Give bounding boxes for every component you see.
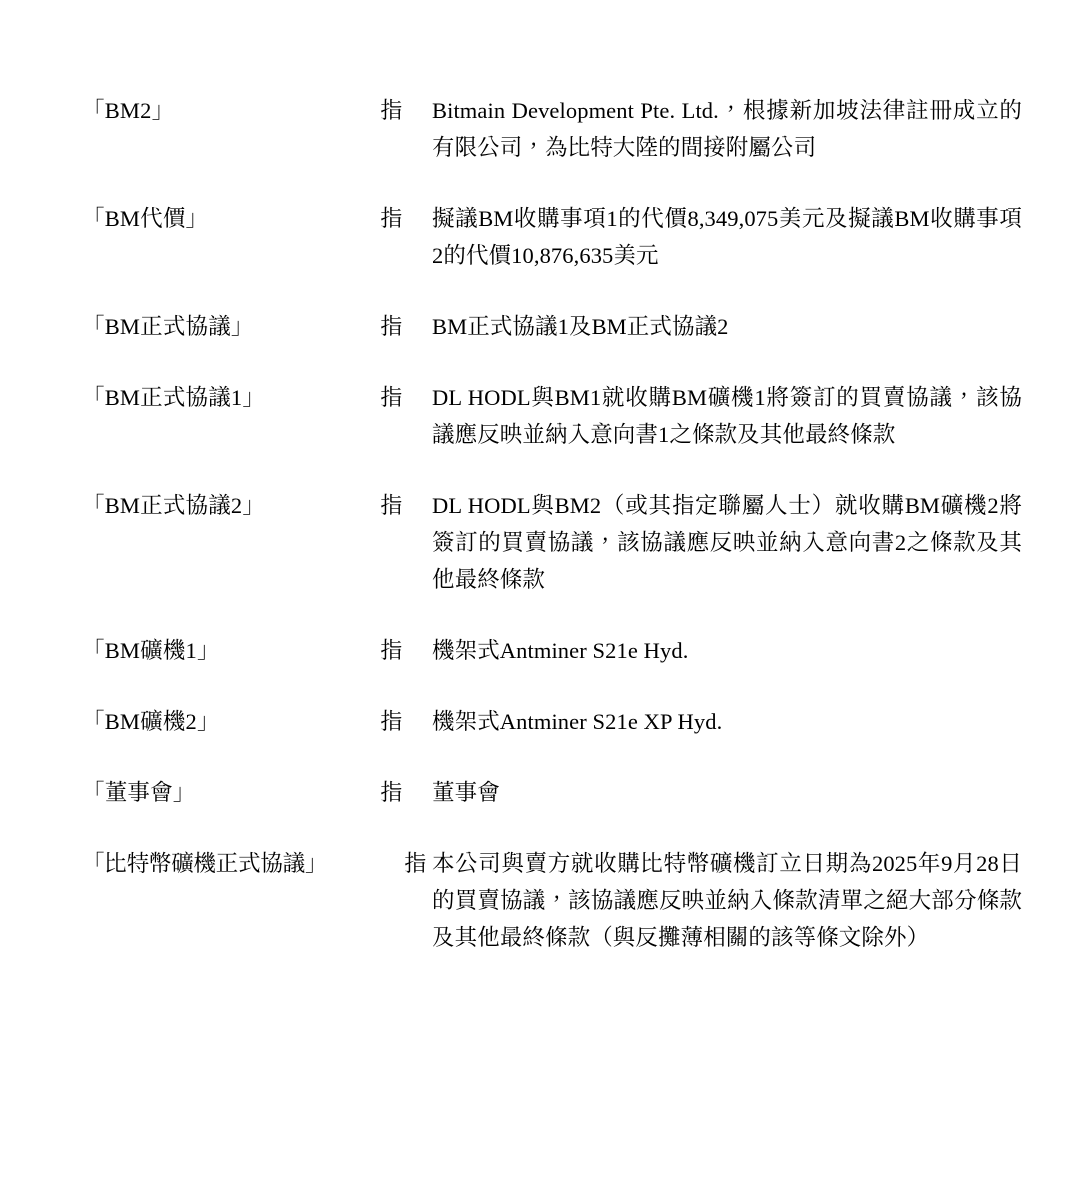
glossary-term: 「BM正式協議」 [82, 314, 254, 339]
glossary-term: 「比特幣礦機正式協議」 [82, 851, 328, 876]
glossary-definition-list [82, 92, 1022, 956]
glossary-definition: BM正式協議1及BM正式協議2 [432, 314, 729, 339]
glossary-definition: 擬議BM收購事項1的代價8,349,075美元及擬議BM收購事項2的代價10,876,635美元 [432, 206, 1022, 268]
glossary-entry [82, 379, 1022, 453]
glossary-term: 「BM礦機2」 [82, 709, 220, 734]
glossary-definition: 機架式Antminer S21e XP Hyd. [432, 709, 723, 734]
glossary-definition: 機架式Antminer S21e Hyd. [432, 638, 689, 663]
glossary-marker: 指 [380, 385, 403, 410]
glossary-term: 「BM2」 [82, 98, 175, 123]
glossary-definition: DL HODL與BM2（或其指定聯屬人士）就收購BM礦機2將簽訂的買賣協議，該協議應反映並納入意向書2之條款及其他最終條款 [432, 493, 1022, 592]
glossary-term: 「BM代價」 [82, 206, 209, 231]
glossary-term: 「BM礦機1」 [82, 638, 220, 663]
glossary-term: 「董事會」 [82, 780, 196, 805]
glossary-definition: Bitmain Development Pte. Ltd.，根據新加坡法律註冊成立的有限公司，為比特大陸的間接附屬公司 [432, 98, 1022, 160]
glossary-marker: 指 [380, 638, 403, 663]
glossary-marker: 指 [380, 493, 403, 518]
glossary-marker: 指 [380, 206, 403, 231]
glossary-marker: 指 [380, 780, 403, 805]
glossary-marker: 指 [380, 98, 403, 123]
glossary-marker: 指 [380, 314, 403, 339]
glossary-entry [82, 308, 1022, 345]
glossary-definition: DL HODL與BM1就收購BM礦機1將簽訂的買賣協議，該協議應反映並納入意向書1之條款及其他最終條款 [432, 385, 1022, 447]
glossary-marker: 指 [404, 851, 427, 876]
glossary-entry [82, 487, 1022, 598]
glossary-entry [82, 774, 1022, 811]
glossary-entry [82, 92, 1022, 166]
glossary-definition: 董事會 [432, 780, 500, 805]
glossary-marker: 指 [380, 709, 403, 734]
glossary-entry [82, 200, 1022, 274]
glossary-entry [82, 632, 1022, 669]
glossary-definition: 本公司與賣方就收購比特幣礦機訂立日期為2025年9月28日的買賣協議，該協議應反映並納入條款清單之絕大部分條款及其他最終條款（與反攤薄相關的該等條文除外） [432, 851, 1022, 950]
glossary-entry [82, 845, 1022, 956]
glossary-term: 「BM正式協議1」 [82, 385, 266, 410]
glossary-entry [82, 703, 1022, 740]
glossary-term: 「BM正式協議2」 [82, 493, 266, 518]
